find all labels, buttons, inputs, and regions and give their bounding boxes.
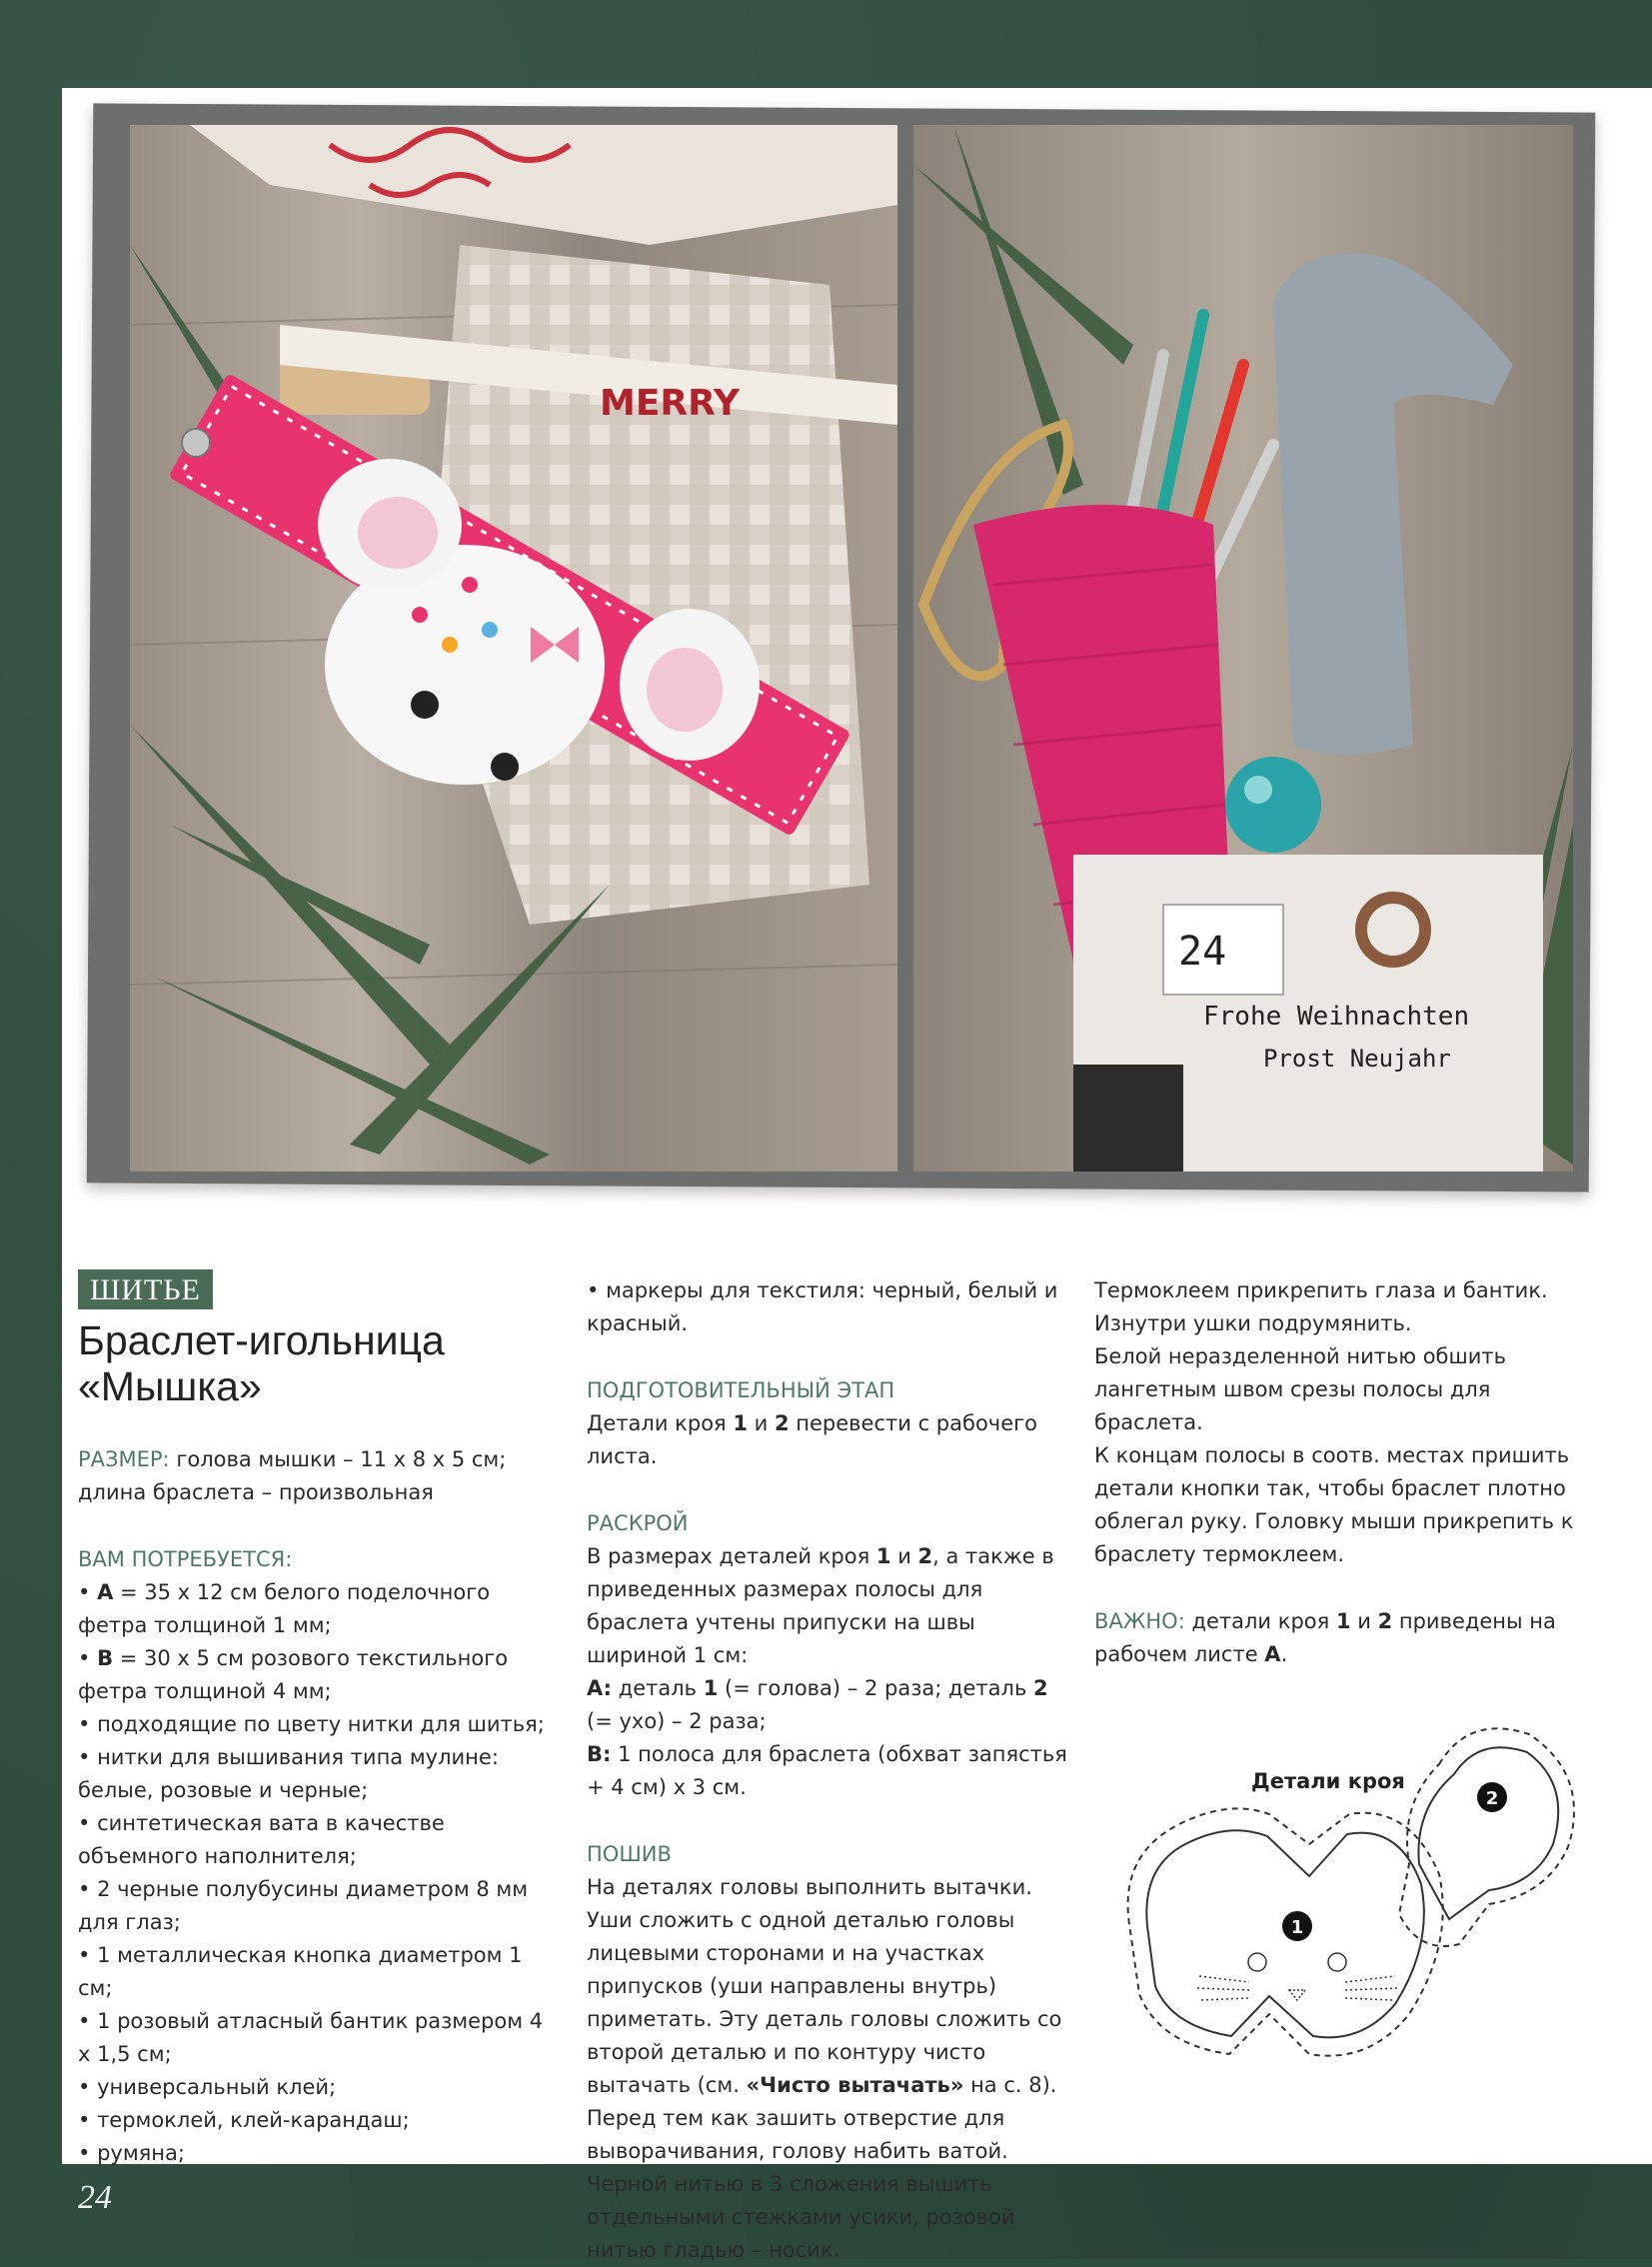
- list-item: • B = 30 х 5 см розового текстильного фетра толщиной 4 мм;: [78, 1642, 558, 1708]
- column-2: [587, 1274, 1076, 2267]
- card-line-2: Prost Neujahr: [1263, 1045, 1451, 1073]
- size-text: голова мышки – 11 х 8 х 5 см; длина браслета – произвольная: [78, 1447, 507, 1504]
- materials-list-continued: [587, 1274, 1076, 1340]
- title-line-2: «Мышка»: [78, 1363, 262, 1409]
- cutting-a: A: деталь 1 (= голова) – 2 раза; деталь 2 (= ухо) – 2 раза;: [587, 1676, 1048, 1733]
- piece-1-number: 1: [1290, 1917, 1304, 1938]
- size-label: РАЗМЕР:: [78, 1447, 170, 1471]
- title-line-1: Браслет-игольница: [78, 1317, 445, 1363]
- sewing-p3: Изнутри ушки подрумянить.: [1094, 1311, 1412, 1335]
- prep-paragraph: Детали кроя 1 и 2 перевести с рабочего листа.: [587, 1411, 1037, 1468]
- list-item: • подходящие по цвету нитки для шитья;: [78, 1708, 558, 1741]
- column-3: [1094, 1274, 1584, 1671]
- card-line-1: Frohe Weihnachten: [1203, 1002, 1470, 1032]
- piece-2-number: 2: [1485, 1788, 1499, 1809]
- materials-heading: ВАМ ПОТРЕБУЕТСЯ:: [78, 1547, 293, 1571]
- sewing-p5: К концам полосы в соотв. местах пришить детали кнопки так, чтобы браслет плотно облегал руку. Головку мыши прикрепить к браслету термоклеем.: [1094, 1443, 1574, 1566]
- eye-marker-right: [1328, 1953, 1346, 1971]
- crochet-case-image: [913, 125, 1573, 1171]
- cutting-heading: РАСКРОЙ: [587, 1511, 689, 1535]
- prep-heading: ПОДГОТОВИТЕЛЬНЫЙ ЭТАП: [587, 1378, 895, 1402]
- list-item: • A = 35 х 12 см белого поделочного фетра толщиной 1 мм;: [78, 1576, 558, 1642]
- eye-marker-left: [1248, 1953, 1266, 1971]
- column-1: [78, 1269, 558, 2170]
- mouse-bracelet-image: [130, 125, 897, 1171]
- sewing-paragraph: На деталях головы выполнить вытачки. Уши сложить с одной деталью головы лицевыми сторонами и на участках припусков (уши направлены внутрь) приметать. Эту деталь головы сложить со второй деталью и по контуру чисто вытачать (см. «Чисто вытачать» на с. 8). Перед тем как зашить отверстие для выворачивания, голову набить ватой. Черной нитью в 3 сложения вышить отдельными стежками усики, розовой нитью гладью – носик.: [587, 1875, 1062, 2262]
- sewing-heading: ПОШИВ: [587, 1842, 672, 1866]
- list-item: • синтетическая вата в качестве объемного наполнителя;: [78, 1807, 558, 1873]
- sewing-p4: Белой неразделенной нитью обшить лангетным швом срезы полосы для браслета.: [1094, 1344, 1506, 1434]
- list-item: • румяна;: [78, 2137, 558, 2170]
- materials-list: [78, 1576, 558, 2170]
- nose-marker: [1289, 1990, 1305, 2000]
- list-item: • 1 металлическая кнопка диаметром 1 см;: [78, 1939, 558, 2005]
- cutting-paragraph: В размерах деталей кроя 1 и 2, а также в приведенных размерах полосы для браслета учтены припуски на швы шириной 1 см:: [587, 1544, 1054, 1667]
- list-item: • 1 розовый атласный бантик размером 4 х 1,5 см;: [78, 2005, 558, 2071]
- cutting-b: B: 1 полоса для браслета (обхват запястья + 4 см) х 3 см.: [587, 1742, 1067, 1799]
- ribbon-text: MERRY: [600, 383, 740, 424]
- whisker-markers: [1197, 1976, 1397, 2000]
- list-item: • 2 черные полубусины диаметром 8 мм для глаз;: [78, 1873, 558, 1939]
- photo-mouse-bracelet: [130, 125, 897, 1171]
- list-item: • универсальный клей;: [78, 2071, 558, 2104]
- list-item: • маркеры для текстиля: черный, белый и красный.: [587, 1274, 1076, 1340]
- important-paragraph: ВАЖНО: детали кроя 1 и 2 приведены на рабочем листе A.: [1094, 1609, 1556, 1666]
- pattern-label: Детали кроя: [1251, 1769, 1405, 1793]
- size-paragraph: [78, 1443, 558, 1509]
- ear-piece: [1418, 1747, 1558, 1919]
- list-item: • нитки для вышивания типа мулине: белые, розовые и черные;: [78, 1741, 558, 1807]
- page-title: [78, 1317, 558, 1409]
- section-tag: ШИТЬЕ: [78, 1269, 213, 1309]
- photo-hook-case: [913, 125, 1573, 1171]
- list-item: • термоклей, клей-карандаш;: [78, 2104, 558, 2137]
- card-number: 24: [1178, 929, 1227, 975]
- pattern-diagram: [1109, 1714, 1579, 2134]
- ear-seam-line: [1399, 1728, 1574, 1946]
- sewing-p2: Термоклеем прикрепить глаза и бантик.: [1094, 1278, 1548, 1302]
- page-number: 24: [78, 2179, 112, 2216]
